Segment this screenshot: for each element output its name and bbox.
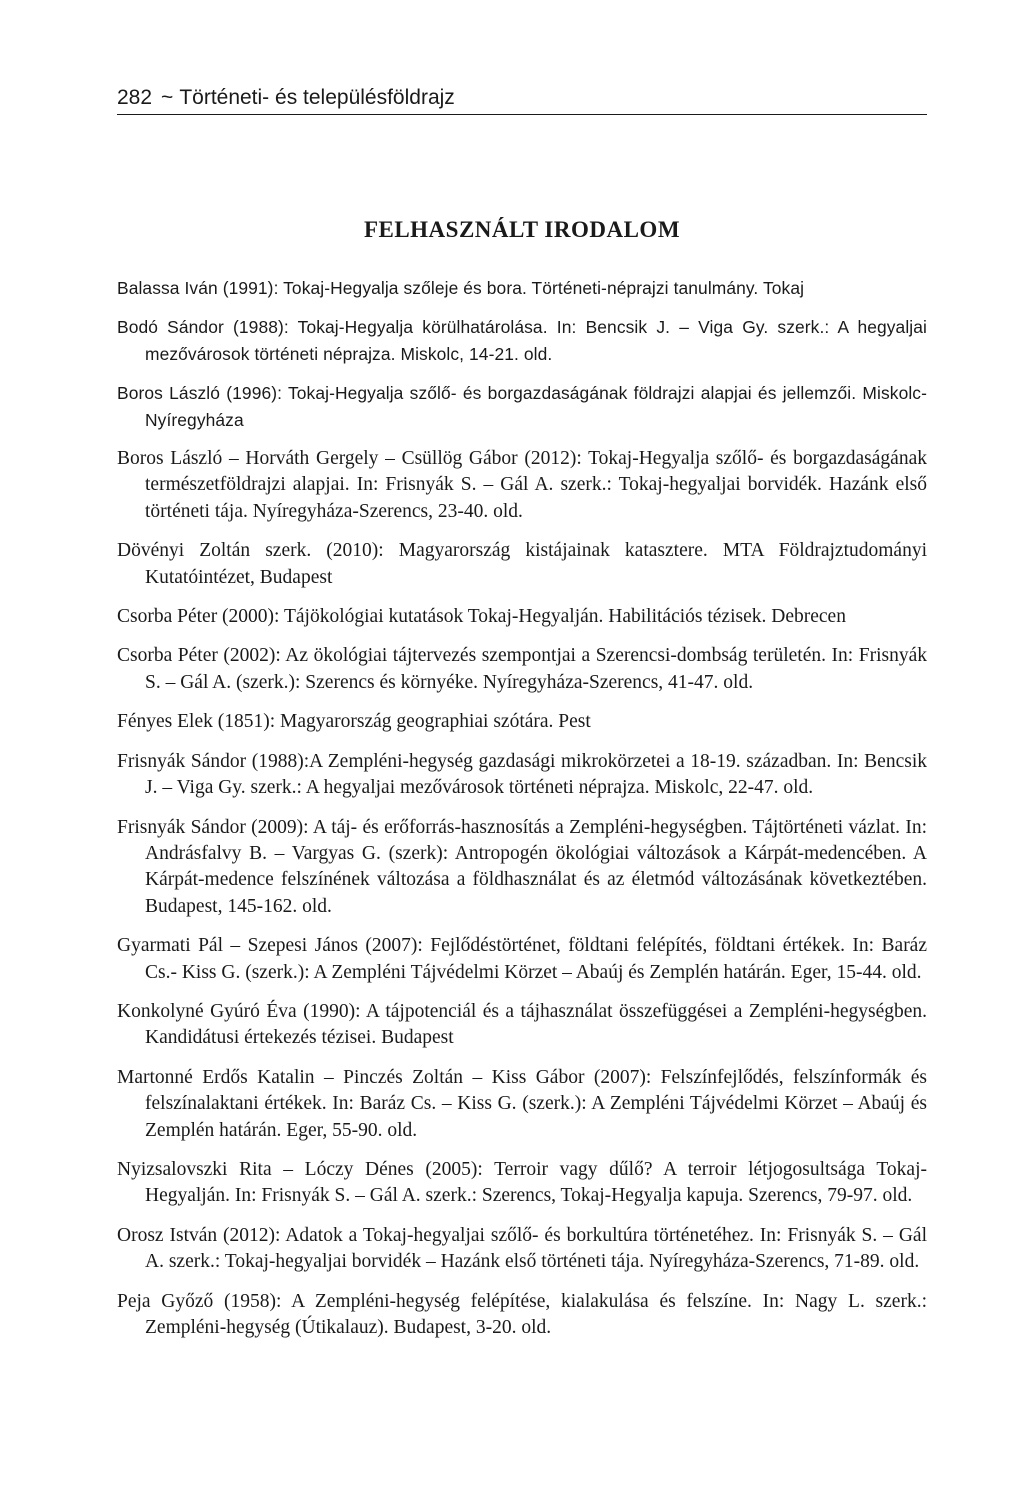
reference-item: Gyarmati Pál – Szepesi János (2007): Fejlődéstörténet, földtani felépítés, földtani értékek. In: Baráz Cs.- Kiss G. (szerk.): A Zempléni Tájvédelmi Körzet – Abaúj és Zemplén határán. Eger, 15-44. old. xyxy=(117,935,927,983)
reference-item: Nyizsalovszki Rita – Lóczy Dénes (2005): Terroir vagy dűlő? A terroir létjogosultsága Tokaj-Hegyalján. In: Frisnyák S. – Gál A. szerk.: Szerencs, Tokaj-Hegyalja kapuja. Szerencs, 79-97. old. xyxy=(117,1158,927,1207)
page-number: 282 xyxy=(117,86,153,109)
reference-item: Konkolyné Gyúró Éva (1990): A tájpotenciál és a tájhasználat összefüggései a Zempléni-hegységben. Kandidátusi értekezés tézisei. Budapest xyxy=(117,1000,927,1049)
reference-item: Frisnyák Sándor (2009): A táj- és erőforrás-hasznosítás a Zempléni-hegységben. Tájtörténeti vázlat. In: Andrásfalvy B. – Vargyas G. (szerk): Antropogén ökológiai változások a Kárpát-medencében. A Kárpát-medence felszínének változása a földhasználat és az életmód változásának következtében. Budapest, 145-162. old. xyxy=(117,816,927,917)
reference-item: Boros László (1996): Tokaj-Hegyalja szőlő- és borgazdaságának földrajzi alapjai és jellemzői. Miskolc-Nyíregyháza xyxy=(117,383,927,430)
reference-item: Frisnyák Sándor (1988):A Zempléni-hegység gazdasági mikrokörzetei a 18-19. században. In: Bencsik J. – Viga Gy. szerk.: A hegyaljai mezővárosok történeti néprajza. Miskolc, 22-47. old. xyxy=(117,750,927,799)
reference-item: Csorba Péter (2002): Az ökológiai tájtervezés szempontjai a Szerencsi-dombság területén. In: Frisnyák S. – Gál A. (szerk.): Szerencs és környéke. Nyíregyháza-Szerencs, 41-47. old. xyxy=(117,645,927,693)
section-title: FELHASZNÁLT IRODALOM xyxy=(363,217,681,242)
reference-item: Fényes Elek (1851): Magyarország geographiai szótára. Pest xyxy=(117,711,591,733)
reference-item: Balassa Iván (1991): Tokaj-Hegyalja szőleje és bora. Történeti-néprajzi tanulmány. Tokaj xyxy=(117,278,805,298)
header-separator: ~ xyxy=(161,86,174,109)
reference-item: Csorba Péter (2000): Tájökológiai kutatások Tokaj-Hegyalján. Habilitációs tézisek. Debrecen xyxy=(117,606,846,628)
reference-item: Peja Győző (1958): A Zempléni-hegység felépítése, kialakulása és felszíne. In: Nagy L. szerk.: Zempléni-hegység (Útikalauz). Budapest, 3-20. old. xyxy=(117,1290,927,1338)
reference-item: Orosz István (2012): Adatok a Tokaj-hegyaljai szőlő- és borkultúra történetéhez. In: Frisnyák S. – Gál A. szerk.: Tokaj-hegyaljai borvidék – Hazánk első történeti tája. Nyíregyháza-Szerencs, 71-89. old. xyxy=(117,1224,927,1273)
running-head xyxy=(117,85,927,111)
reference-list xyxy=(117,275,927,1354)
reference-item: Bodó Sándor (1988): Tokaj-Hegyalja körülhatárolása. In: Bencsik J. – Viga Gy. szerk.: A hegyaljai mezővárosok történeti néprajza. Miskolc, 14-21. old. xyxy=(117,317,927,364)
header-rule xyxy=(117,114,927,115)
reference-item: Martonné Erdős Katalin – Pinczés Zoltán – Kiss Gábor (2007): Felszínfejlődés, felszínformák és felszínalaktani értékek. In: Baráz Cs. – Kiss G. (szerk.): A Zempléni Tájvédelmi Körzet – Abaúj és Zemplén határán. Eger, 55-90. old. xyxy=(117,1066,927,1141)
reference-item: Boros László – Horváth Gergely – Csüllög Gábor (2012): Tokaj-Hegyalja szőlő- és borgazdaságának természetföldrajzi alapjai. In: Frisnyák S. – Gál A. szerk.: Tokaj-hegyaljai borvidék. Hazánk első történeti tája. Nyíregyháza-Szerencs, 23-40. old. xyxy=(117,448,927,522)
reference-item: Dövényi Zoltán szerk. (2010): Magyarország kistájainak katasztere. MTA Földrajztudományi Kutatóintézet, Budapest xyxy=(117,540,927,588)
running-title: Történeti- és településföldrajz xyxy=(179,86,455,109)
